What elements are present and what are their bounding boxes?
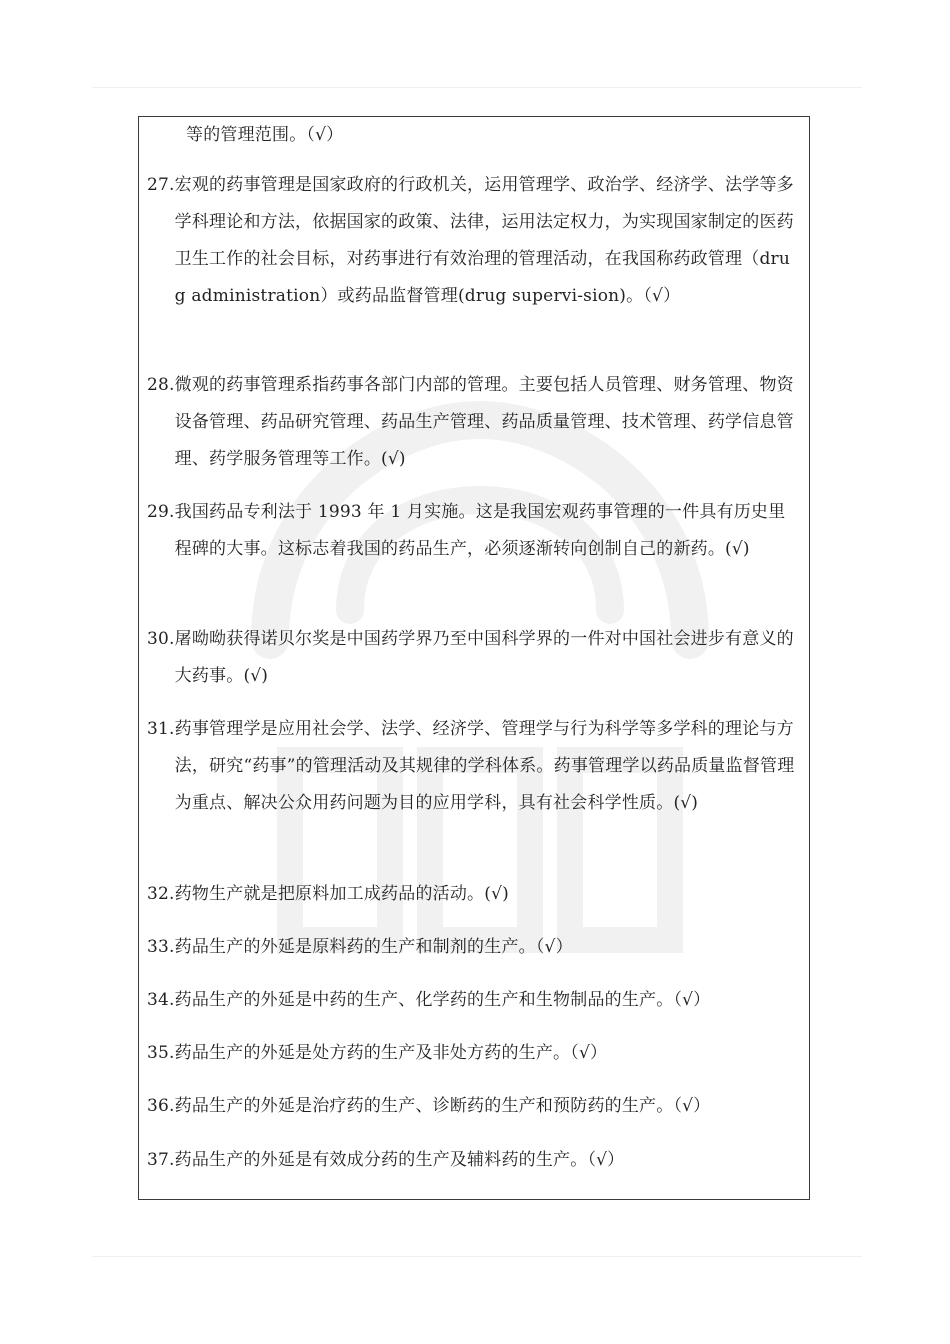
item-text: 药品生产的外延是有效成分药的生产及辅料药的生产。（√）	[174, 1150, 625, 1170]
item-text: 药品生产的外延是中药的生产、化学药的生产和生物制品的生产。（√）	[174, 990, 711, 1010]
list-item-30	[147, 621, 801, 695]
list-item-33	[147, 929, 801, 966]
item-text: 屠呦呦获得诺贝尔奖是中国药学界乃至中国科学界的一件对中国社会进步有意义的大药事。(√)	[174, 629, 794, 686]
page-bottom-rule	[92, 1256, 862, 1257]
item-number: 33.	[147, 937, 175, 957]
list-item-35	[147, 1035, 801, 1072]
list-item-37	[147, 1142, 801, 1179]
item-text: 我国药品专利法于 1993 年 1 月实施。这是我国宏观药事管理的一件具有历史里程碑的大事。这标志着我国的药品生产，必须逐渐转向创制自己的新药。(√)	[174, 502, 786, 559]
question-list-box	[138, 116, 810, 1200]
item-text: 药品生产的外延是治疗药的生产、诊断药的生产和预防药的生产。（√）	[174, 1096, 711, 1116]
list-item-34	[147, 982, 801, 1019]
list-item-36	[147, 1088, 801, 1125]
list-item-32	[147, 876, 801, 913]
list-item-27	[147, 167, 801, 315]
item-number: 36.	[147, 1096, 175, 1116]
item-number: 31.	[147, 719, 175, 739]
item-number: 28.	[147, 375, 175, 395]
item-number: 32.	[147, 884, 175, 904]
list-item-continuation	[147, 117, 801, 154]
item-text: 等的管理范围。（√）	[186, 125, 344, 145]
item-text: 药物生产就是把原料加工成药品的活动。(√)	[174, 884, 509, 904]
list-item-29	[147, 494, 801, 568]
list-item-28	[147, 367, 801, 478]
item-text: 药品生产的外延是原料药的生产和制剂的生产。（√）	[174, 937, 573, 957]
item-text: 药事管理学是应用社会学、法学、经济学、管理学与行为科学等多学科的理论与方法，研究“药事”的管理活动及其规律的学科体系。药事管理学以药品质量监督管理为重点、解决公众用药问题为目的应用学科，具有社会科学性质。(√)	[174, 719, 795, 813]
item-number: 29.	[147, 502, 175, 522]
item-number: 34.	[147, 990, 175, 1010]
list-item-31	[147, 711, 801, 822]
item-text: 药品生产的外延是处方药的生产及非处方药的生产。（√）	[174, 1043, 608, 1063]
item-text: 宏观的药事管理是国家政府的行政机关，运用管理学、政治学、经济学、法学等多学科理论和方法，依据国家的政策、法律，运用法定权力，为实现国家制定的医药卫生工作的社会目标，对药事进行有效治理的管理活动，在我国称药政管理（drug administration）或药品监督管理(drug supervi-sion)。（√）	[174, 175, 794, 306]
item-number: 37.	[147, 1150, 175, 1170]
item-number: 27.	[147, 175, 175, 195]
item-text: 微观的药事管理系指药事各部门内部的管理。主要包括人员管理、财务管理、物资设备管理、药品研究管理、药品生产管理、药品质量管理、技术管理、药学信息管理、药学服务管理等工作。(√)	[174, 375, 794, 469]
page-top-rule	[92, 87, 862, 88]
item-number: 35.	[147, 1043, 175, 1063]
item-number: 30.	[147, 629, 175, 649]
